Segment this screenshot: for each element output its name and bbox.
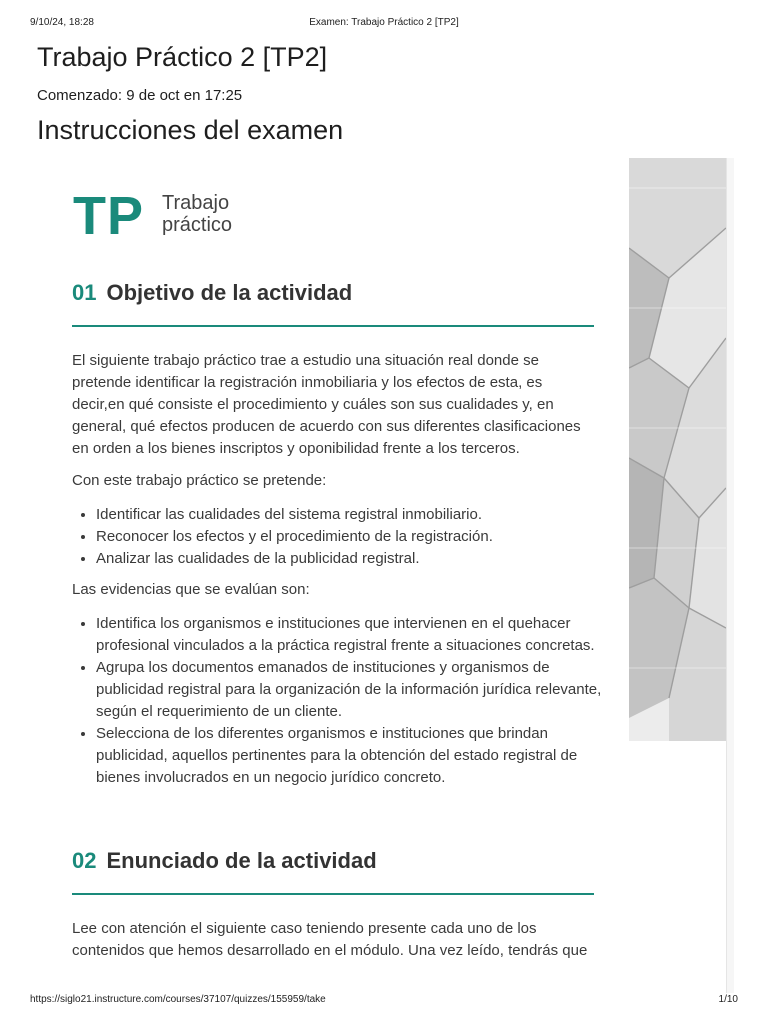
list-item: • Reconocer los efectos y el procedimiento de la registración. (96, 526, 618, 548)
list-item: • Identifica los organismos e instituciones que intervienen en el quehacer profesional vinculados a la práctica registral frente a situaciones concretas. (96, 613, 618, 657)
section-1-divider (72, 325, 594, 327)
decorative-architecture-image (629, 158, 726, 741)
aims-lead: Con este trabajo práctico se pretende: (72, 472, 327, 489)
tp-logo-line2: práctico (162, 214, 233, 236)
section-2-heading (72, 848, 377, 874)
section-2-number: 02 (72, 848, 97, 873)
aims-list (72, 504, 618, 570)
section-2-title: Enunciado de la actividad (106, 848, 377, 873)
list-item: • Agrupa los documentos emanados de instituciones y organismos de publicidad registral para la organización de la información jurídica relevante, según el requerimiento de un cliente. (96, 657, 618, 723)
section-2-intro: Lee con atención el siguiente caso teniendo presente cada uno de los contenidos que hemos desarrollado en el módulo. Una vez leído, tendrás que (72, 920, 588, 959)
list-item: • Identificar las cualidades del sistema registral inmobiliario. (96, 504, 618, 526)
evidence-list (72, 613, 618, 789)
list-item: • Selecciona de los diferentes organismos e instituciones que brindan publicidad, aquellos pertinentes para la obtención del estado registral de bienes involucrados en un negocio jurídico concreto. (96, 723, 618, 789)
print-footer (30, 994, 738, 1008)
print-header (30, 17, 738, 31)
print-url: https://siglo21.instructure.com/courses/37107/quizzes/155959/take (30, 994, 326, 1005)
started-timestamp: Comenzado: 9 de oct en 17:25 (37, 87, 243, 104)
tp-logo-text (162, 192, 282, 236)
page-scrollbar[interactable] (726, 158, 734, 993)
tp-logo-line1: Trabajo (162, 192, 230, 214)
tp-logo-mark: TP (73, 186, 145, 246)
print-page-number: 1/10 (718, 994, 738, 1005)
evidence-lead: Las evidencias que se evalúan son: (72, 581, 310, 598)
list-item: • Analizar las cualidades de la publicidad registral. (96, 548, 618, 570)
instructions-title: Instrucciones del examen (37, 115, 344, 145)
section-1-number: 01 (72, 280, 97, 305)
print-doc-title: Examen: Trabajo Práctico 2 [TP2] (309, 17, 459, 28)
section-1-intro: El siguiente trabajo práctico trae a estudio una situación real donde se pretende identificar la registración inmobiliaria y los efectos de esta, es decir,en qué consiste el procedimiento y cuáles son sus cualidades y, en general, qué efectos producen de acuerdo con sus diferentes clasificaciones en orden a los bienes inscriptos y oponibilidad frente a los terceros. (72, 352, 581, 457)
page-title: Trabajo Práctico 2 [TP2] (37, 42, 328, 72)
section-2-divider (72, 893, 594, 895)
section-1-heading (72, 280, 352, 306)
print-datetime: 9/10/24, 18:28 (30, 17, 94, 28)
section-1-title: Objetivo de la actividad (106, 280, 353, 305)
